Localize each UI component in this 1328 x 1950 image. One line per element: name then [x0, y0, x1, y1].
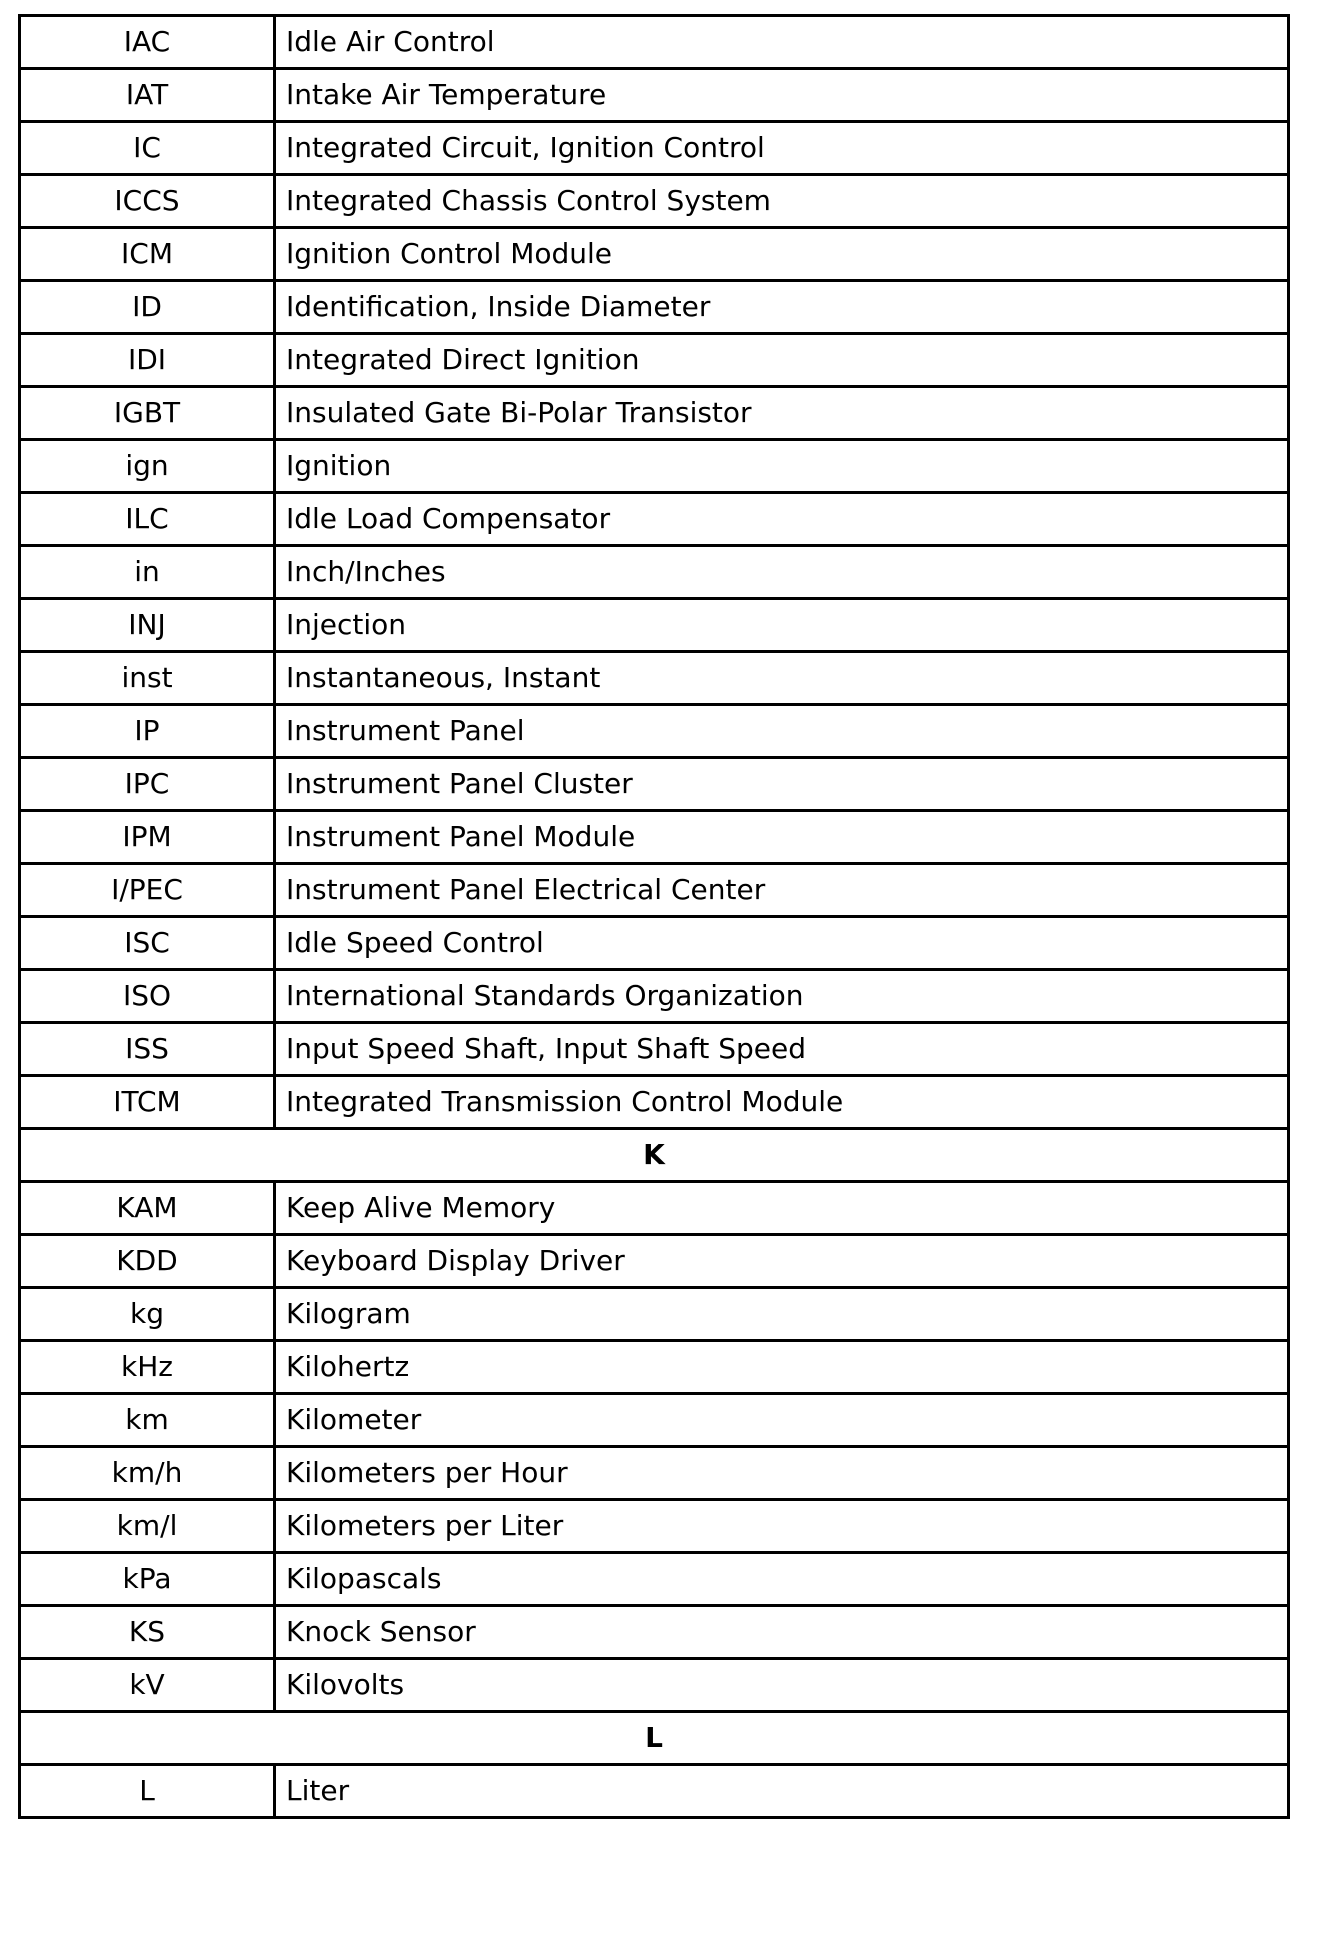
table-row	[20, 1500, 1289, 1553]
abbreviation-cell: L	[20, 1765, 275, 1818]
meaning-cell: Kilometers per Liter	[275, 1500, 1289, 1553]
meaning-cell: Knock Sensor	[275, 1606, 1289, 1659]
table-row	[20, 122, 1289, 175]
table-row	[20, 864, 1289, 917]
abbreviation-cell: ISO	[20, 970, 275, 1023]
meaning-cell: Idle Air Control	[275, 16, 1289, 69]
meaning-cell: Kilometer	[275, 1394, 1289, 1447]
table-row	[20, 1341, 1289, 1394]
abbreviation-cell: km/h	[20, 1447, 275, 1500]
table-row	[20, 1182, 1289, 1235]
table-row	[20, 1076, 1289, 1129]
meaning-cell: Instrument Panel Module	[275, 811, 1289, 864]
table-row	[20, 1553, 1289, 1606]
table-row	[20, 493, 1289, 546]
table-row	[20, 440, 1289, 493]
table-row	[20, 1394, 1289, 1447]
meaning-cell: Ignition	[275, 440, 1289, 493]
meaning-cell: Instrument Panel Electrical Center	[275, 864, 1289, 917]
table-row	[20, 69, 1289, 122]
meaning-cell: Instrument Panel	[275, 705, 1289, 758]
abbreviation-cell: IC	[20, 122, 275, 175]
table-row	[20, 1447, 1289, 1500]
abbreviation-cell: km/l	[20, 1500, 275, 1553]
table-row	[20, 387, 1289, 440]
meaning-cell: Instrument Panel Cluster	[275, 758, 1289, 811]
meaning-cell: Ignition Control Module	[275, 228, 1289, 281]
meaning-cell: Kilopascals	[275, 1553, 1289, 1606]
table-row	[20, 228, 1289, 281]
table-row	[20, 1023, 1289, 1076]
abbreviation-cell: KDD	[20, 1235, 275, 1288]
section-heading: K	[20, 1129, 1289, 1182]
abbreviation-cell: ign	[20, 440, 275, 493]
meaning-cell: Instantaneous, Instant	[275, 652, 1289, 705]
section-row	[20, 1712, 1289, 1765]
abbreviation-table	[18, 14, 1290, 1819]
abbreviation-cell: in	[20, 546, 275, 599]
abbreviation-cell: IPC	[20, 758, 275, 811]
abbreviation-cell: ICCS	[20, 175, 275, 228]
abbreviation-cell: KAM	[20, 1182, 275, 1235]
table-row	[20, 758, 1289, 811]
meaning-cell: Integrated Direct Ignition	[275, 334, 1289, 387]
table-row	[20, 175, 1289, 228]
table-row	[20, 652, 1289, 705]
table-row	[20, 334, 1289, 387]
abbreviation-cell: km	[20, 1394, 275, 1447]
abbreviation-cell: ISS	[20, 1023, 275, 1076]
meaning-cell: Kilovolts	[275, 1659, 1289, 1712]
table-row	[20, 16, 1289, 69]
meaning-cell: Liter	[275, 1765, 1289, 1818]
meaning-cell: Kilohertz	[275, 1341, 1289, 1394]
meaning-cell: Input Speed Shaft, Input Shaft Speed	[275, 1023, 1289, 1076]
abbreviation-cell: inst	[20, 652, 275, 705]
meaning-cell: Intake Air Temperature	[275, 69, 1289, 122]
meaning-cell: Kilogram	[275, 1288, 1289, 1341]
table-row	[20, 917, 1289, 970]
abbreviation-cell: ISC	[20, 917, 275, 970]
table-row	[20, 546, 1289, 599]
abbreviation-cell: IAC	[20, 16, 275, 69]
abbreviation-cell: kV	[20, 1659, 275, 1712]
meaning-cell: International Standards Organization	[275, 970, 1289, 1023]
table-row	[20, 1659, 1289, 1712]
abbreviation-cell: IPM	[20, 811, 275, 864]
table-row	[20, 281, 1289, 334]
meaning-cell: Integrated Transmission Control Module	[275, 1076, 1289, 1129]
table-row	[20, 970, 1289, 1023]
abbreviation-cell: kg	[20, 1288, 275, 1341]
abbreviation-cell: INJ	[20, 599, 275, 652]
table-row	[20, 1288, 1289, 1341]
abbreviation-cell: ICM	[20, 228, 275, 281]
abbreviation-cell: ITCM	[20, 1076, 275, 1129]
abbreviation-cell: ID	[20, 281, 275, 334]
abbreviation-cell: kHz	[20, 1341, 275, 1394]
meaning-cell: Inch/Inches	[275, 546, 1289, 599]
abbreviation-cell: ILC	[20, 493, 275, 546]
meaning-cell: Integrated Circuit, Ignition Control	[275, 122, 1289, 175]
table-row	[20, 1765, 1289, 1818]
abbreviation-cell: IP	[20, 705, 275, 758]
meaning-cell: Idle Load Compensator	[275, 493, 1289, 546]
meaning-cell: Idle Speed Control	[275, 917, 1289, 970]
table-row	[20, 811, 1289, 864]
table-row	[20, 1235, 1289, 1288]
abbreviation-cell: KS	[20, 1606, 275, 1659]
meaning-cell: Integrated Chassis Control System	[275, 175, 1289, 228]
meaning-cell: Keyboard Display Driver	[275, 1235, 1289, 1288]
table-row	[20, 599, 1289, 652]
meaning-cell: Kilometers per Hour	[275, 1447, 1289, 1500]
meaning-cell: Insulated Gate Bi-Polar Transistor	[275, 387, 1289, 440]
abbreviation-cell: IGBT	[20, 387, 275, 440]
meaning-cell: Keep Alive Memory	[275, 1182, 1289, 1235]
abbreviation-cell: I/PEC	[20, 864, 275, 917]
meaning-cell: Injection	[275, 599, 1289, 652]
table-row	[20, 1606, 1289, 1659]
abbreviation-cell: IAT	[20, 69, 275, 122]
abbreviation-cell: kPa	[20, 1553, 275, 1606]
section-heading: L	[20, 1712, 1289, 1765]
abbreviation-table-body	[20, 16, 1289, 1818]
table-row	[20, 705, 1289, 758]
abbreviation-cell: IDI	[20, 334, 275, 387]
section-row	[20, 1129, 1289, 1182]
meaning-cell: Identification, Inside Diameter	[275, 281, 1289, 334]
